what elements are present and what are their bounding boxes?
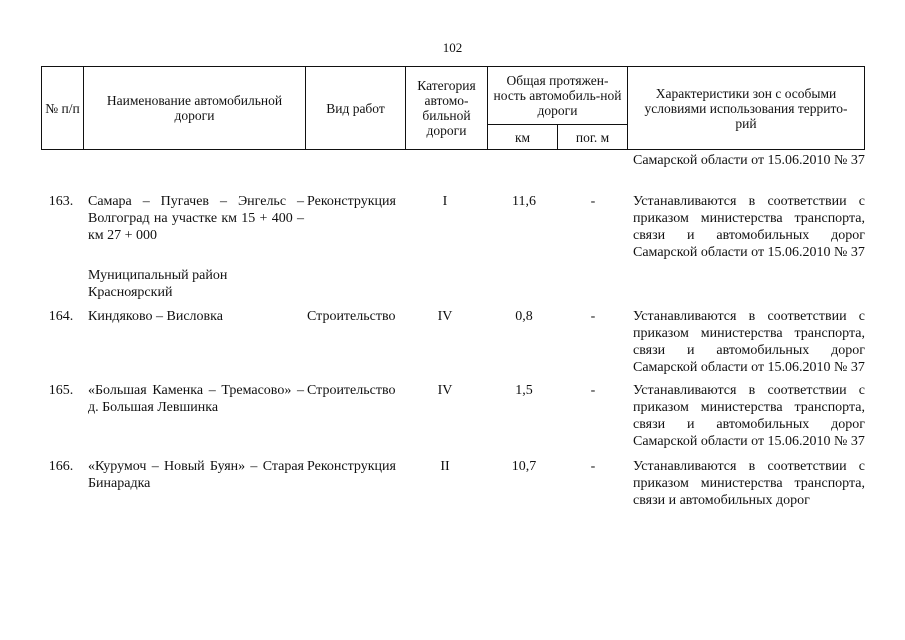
road-category: IV (437, 309, 453, 324)
work-type: Реконструкция (307, 194, 396, 209)
length-pog-m: - (590, 194, 596, 209)
row-number: 166. (48, 459, 74, 474)
district-heading: Муниципальный район Красноярский (88, 268, 228, 300)
row-number: 165. (48, 383, 74, 398)
road-name: «Курумоч – Новый Буян» – Старая Бинарадка (88, 459, 304, 491)
zone-characteristics: Устанавливаются в соответствии с приказом министерства транспорта, связи и автомобильных дорог (633, 459, 865, 508)
zone-characteristics: Устанавливаются в соответствии с приказом министерства транспорта, связи и автомобильных дорог Самарской области от 15.06.2010 № 37 (633, 194, 865, 260)
header-km: км (488, 125, 558, 149)
length-pog-m: - (590, 309, 596, 324)
header-category: Категория автомо-бильной дороги (406, 67, 488, 149)
length-km: 0,8 (515, 309, 533, 324)
road-category: IV (437, 383, 453, 398)
road-category: I (442, 194, 448, 209)
header-length: Общая протяжен-ность автомобиль-ной дороги (488, 67, 627, 125)
row-number: 163. (48, 194, 74, 209)
length-km: 11,6 (512, 194, 536, 209)
length-km: 1,5 (515, 383, 533, 398)
table-header (41, 66, 865, 150)
header-road-name: Наименование автомобильной дороги (84, 67, 306, 149)
work-type: Строительство (307, 383, 396, 398)
length-pog-m: - (590, 383, 596, 398)
header-work-type: Вид работ (306, 67, 406, 149)
header-characteristics: Характеристики зон с особыми условиями использования террито-рий (644, 85, 848, 131)
zone-characteristics: Устанавливаются в соответствии с приказом министерства транспорта, связи и автомобильных дорог Самарской области от 15.06.2010 № 37 (633, 383, 865, 449)
work-type: Строительство (307, 309, 396, 324)
road-category: II (440, 459, 450, 474)
length-km: 10,7 (511, 459, 537, 474)
length-pog-m: - (590, 459, 596, 474)
work-type: Реконструкция (307, 459, 396, 474)
header-length-group (488, 67, 628, 149)
header-number: № п/п (42, 67, 84, 149)
page-number: 102 (442, 40, 463, 55)
road-name: «Большая Каменка – Тремасово» – д. Большая Левшинка (88, 383, 304, 415)
road-name: Киндяково – Висловка (88, 309, 223, 324)
road-name: Самара – Пугачев – Энгельс – Волгоград на участке км 15 + 400 – км 27 + 000 (88, 194, 304, 243)
row-number: 164. (48, 309, 74, 324)
zone-characteristics: Устанавливаются в соответствии с приказом министерства транспорта, связи и автомобильных дорог Самарской области от 15.06.2010 № 37 (633, 309, 865, 375)
header-pog-m: пог. м (575, 129, 610, 145)
continuation-text: Самарской области от 15.06.2010 № 37 (633, 153, 865, 168)
